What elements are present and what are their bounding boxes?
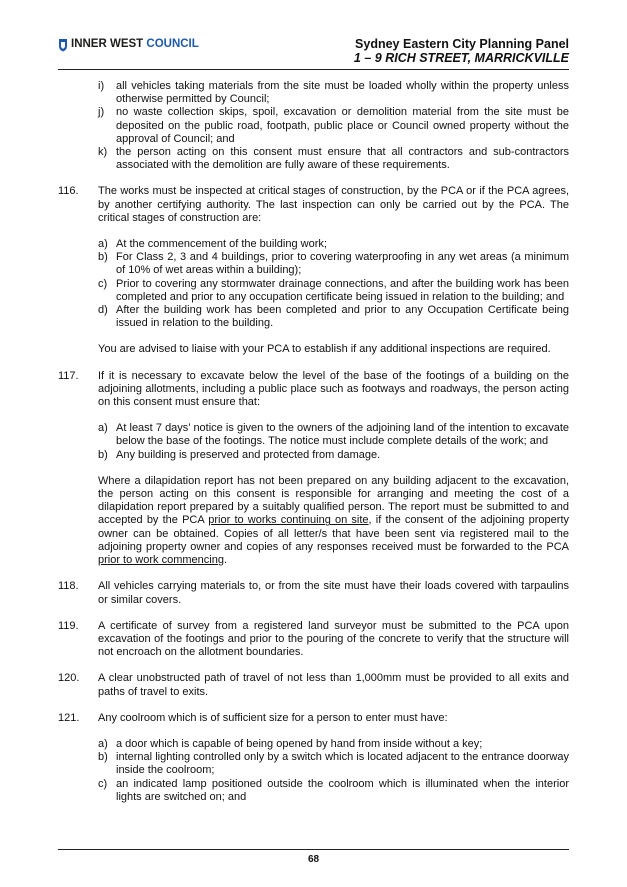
list-item: k) the person acting on this consent must ensure that all contractors and sub-contractors associated with the demolition are fully aware of these requirements. — [98, 146, 569, 172]
header-divider — [58, 69, 569, 70]
list-item: b) Any building is preserved and protected from damage. — [98, 448, 381, 461]
condition-116: 116. The works must be inspected at critical stages of construction, by the PCA or if the PCA agrees, by another certifying authority. The last inspection can only be carried out by the PCA. The critical stages of construction are: — [58, 185, 569, 224]
list-item: b) For Class 2, 3 and 4 buildings, prior to covering waterproofing in any wet areas (a minimum of 10% of wet areas within a building); — [98, 251, 569, 277]
page-number: 68 — [307, 854, 320, 865]
list-item: a) At the commencement of the building work; — [98, 238, 327, 251]
list-item: a) a door which is capable of being opened by hand from inside without a key; — [98, 737, 483, 750]
panel-title: Sydney Eastern City Planning Panel — [355, 37, 569, 51]
document-body — [58, 80, 569, 804]
condition-117-dilapidation-paragraph: Where a dilapidation report has not been prepared on any building adjacent to the excavation, the person acting on this consent is responsible for arranging and meeting the cost of a dilapidation report prepared by a suitably qualified person. The report must be submitted to and accepted by the PCA prior to works continuing on site, if the consent of the adjoining property owner can be obtained. Copies of all letter/s that have been sent via registered mail to the adjoining property owner and copies of any responses received must be forwarded to the PCA prior to work commencing. — [98, 474, 569, 567]
list-item: d) After the building work has been completed and prior to any Occupation Certificate being issued in relation to the building. — [98, 304, 569, 330]
condition-116-note: You are advised to liaise with your PCA to establish if any additional inspections are required. — [98, 343, 551, 356]
condition-119: 119. A certificate of survey from a registered land surveyor must be submitted to the PCA upon excavation of the footings and prior to the pouring of the concrete to verify that the structure will not encroach on the allotment boundaries. — [58, 619, 569, 659]
site-address: 1 – 9 RICH STREET, MARRICKVILLE — [353, 51, 569, 65]
list-item: i) all vehicles taking materials from the site must be loaded wholly within the property unless otherwise permitted by Council; — [98, 80, 569, 106]
council-logo — [58, 38, 199, 52]
condition-121: 121. Any coolroom which is of sufficient size for a person to enter must have: — [58, 711, 448, 724]
list-item: c) Prior to covering any stormwater drainage connections, and after the building work has been completed and prior to any occupation certificate being issued in relation to the building; and — [98, 277, 569, 303]
list-item: c) an indicated lamp positioned outside the coolroom which is illuminated when the interior lights are switched on; and — [98, 777, 569, 803]
header-title-block — [354, 37, 569, 65]
condition-120: 120. A clear unobstructed path of travel of not less than 1,000mm must be provided to all exits and paths of travel to exits. — [58, 672, 569, 698]
logo-council: COUNCIL — [146, 38, 199, 51]
condition-117: 117. If it is necessary to excavate below the level of the base of the footings of a building on the adjoining allotments, including a public place such as footways and roadways, the person acting on this consent must ensure that: — [58, 369, 569, 409]
logo-inner-west: INNER WEST — [71, 38, 147, 51]
council-shield-icon — [58, 38, 68, 52]
page-header — [0, 0, 627, 72]
condition-118: 118. All vehicles carrying materials to, or from the site must have their loads covered with tarpaulins or similar covers. — [58, 580, 569, 606]
list-item: j) no waste collection skips, spoil, excavation or demolition material from the site must be deposited on the public road, footpath, public place or Council owned property without the approval of Council; and — [98, 106, 569, 145]
list-item: a) At least 7 days’ notice is given to the owners of the adjoining land of the intention to excavate below the base of the footings. The notice must include complete details of the work; and — [98, 422, 569, 448]
footer-divider — [58, 849, 569, 850]
list-item: b) internal lighting controlled only by a switch which is located adjacent to the entrance doorway inside the coolroom; — [98, 751, 569, 777]
